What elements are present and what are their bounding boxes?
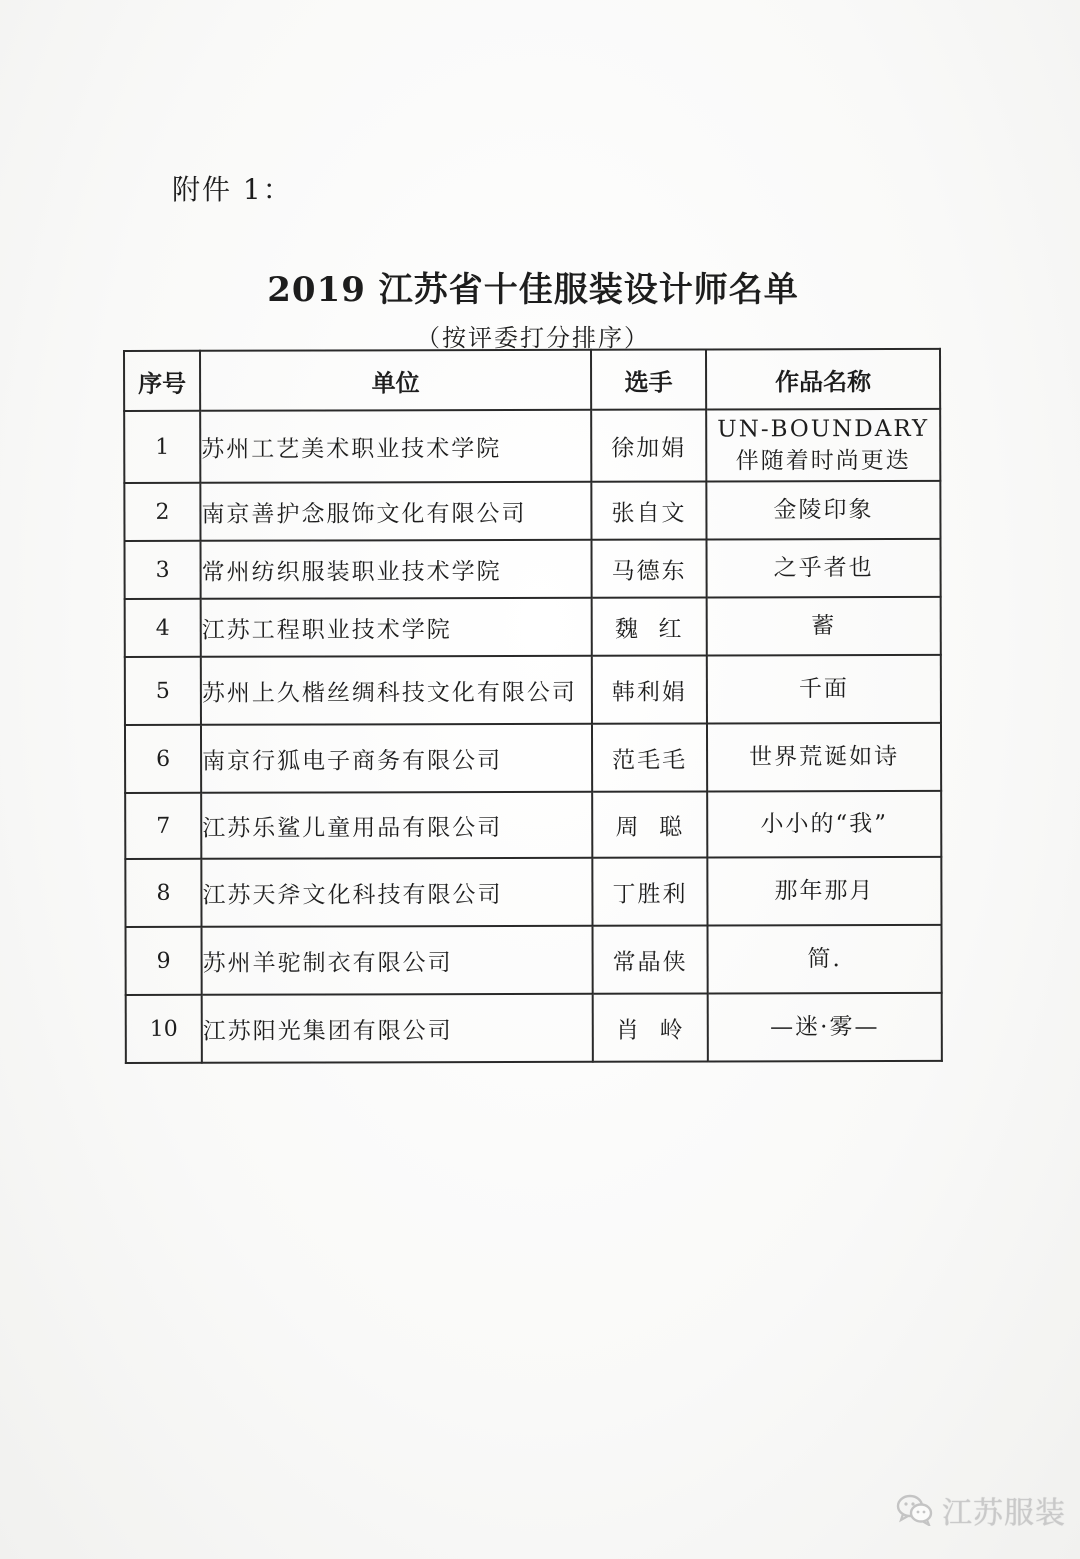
cell-player: 魏 红 (592, 597, 707, 655)
table-row (125, 857, 941, 927)
table-body (124, 409, 942, 1063)
cell-no: 2 (124, 483, 200, 541)
cell-work (708, 993, 942, 1062)
cell-work (707, 791, 941, 858)
wechat-icon (896, 1494, 934, 1526)
cell-unit: 南京善护念服饰文化有限公司 (200, 482, 591, 541)
cell-unit: 江苏工程职业技术学院 (201, 598, 592, 657)
cell-work (706, 409, 940, 482)
document-subtitle: （按评委打分排序） (416, 324, 650, 352)
work-title-line: 简. (807, 946, 842, 973)
work-title-line: 那年那月 (774, 878, 875, 905)
work-title-line: 世界荒诞如诗 (749, 743, 900, 771)
cell-player: 韩利娟 (592, 655, 707, 723)
cell-work (707, 857, 941, 926)
cell-work (708, 925, 942, 994)
header-unit: 单位 (200, 350, 591, 411)
cell-unit: 南京行狐电子商务有限公司 (201, 724, 592, 793)
cell-player: 徐加娟 (591, 409, 706, 481)
table-header-row (124, 349, 940, 411)
cell-unit: 苏州工艺美术职业技术学院 (200, 410, 591, 483)
cell-no: 7 (125, 793, 201, 859)
cell-work (706, 539, 940, 598)
cell-no: 4 (125, 599, 201, 657)
table-row (124, 481, 940, 541)
cell-unit: 江苏阳光集团有限公司 (202, 994, 593, 1063)
table-row (125, 655, 941, 725)
cell-unit: 江苏乐鲨儿童用品有限公司 (201, 792, 592, 859)
table-row (125, 539, 941, 599)
header-work: 作品名称 (706, 349, 940, 410)
work-title-line: UN-BOUNDARY (717, 415, 930, 443)
work-title-line: 伴随着时尚更迭 (735, 447, 911, 475)
table-row (124, 409, 940, 483)
cell-unit: 苏州羊驼制衣有限公司 (202, 926, 593, 995)
designer-list-table (123, 348, 943, 1064)
cell-no: 5 (125, 657, 201, 725)
attachment-label: 附件 1： (172, 173, 293, 206)
work-title-line: 小小的“我” (760, 810, 889, 838)
cell-player: 肖 岭 (593, 993, 708, 1061)
watermark-text: 江苏服装 (942, 1496, 1066, 1531)
work-title-line: 金陵印象 (773, 497, 874, 524)
cell-work (707, 655, 941, 724)
cell-work (707, 597, 941, 656)
work-title-line: 之乎者也 (773, 555, 874, 582)
cell-work (707, 723, 941, 792)
cell-no: 1 (124, 411, 200, 483)
table-row (126, 993, 942, 1063)
cell-player: 张自文 (591, 481, 706, 539)
header-player: 选手 (591, 349, 706, 409)
cell-no: 8 (125, 859, 201, 927)
cell-no: 6 (125, 725, 201, 793)
cell-player: 丁胜利 (592, 857, 707, 925)
document-title: 2019 江苏省十佳服装设计师名单 (267, 270, 799, 310)
cell-player: 马德东 (591, 539, 706, 597)
cell-player: 范毛毛 (592, 723, 707, 791)
header-no: 序号 (124, 351, 200, 411)
table-row (125, 723, 941, 793)
table-row (126, 925, 942, 995)
cell-work (706, 481, 940, 540)
cell-unit: 江苏天斧文化科技有限公司 (201, 858, 592, 927)
table-row (125, 597, 941, 657)
cell-player: 周 聪 (592, 791, 707, 857)
work-title-line: 千面 (798, 676, 849, 703)
cell-player: 常晶侠 (593, 925, 708, 993)
cell-no: 9 (126, 927, 202, 995)
cell-no: 3 (125, 541, 201, 599)
work-title-line: 蓄 (811, 613, 837, 640)
cell-no: 10 (126, 995, 202, 1063)
cell-unit: 苏州上久楷丝绸科技文化有限公司 (201, 656, 592, 725)
table-row (125, 791, 941, 859)
work-title-line: —迷·雾— (770, 1014, 880, 1041)
source-watermark (896, 1488, 1066, 1532)
cell-unit: 常州纺织服装职业技术学院 (200, 540, 591, 599)
